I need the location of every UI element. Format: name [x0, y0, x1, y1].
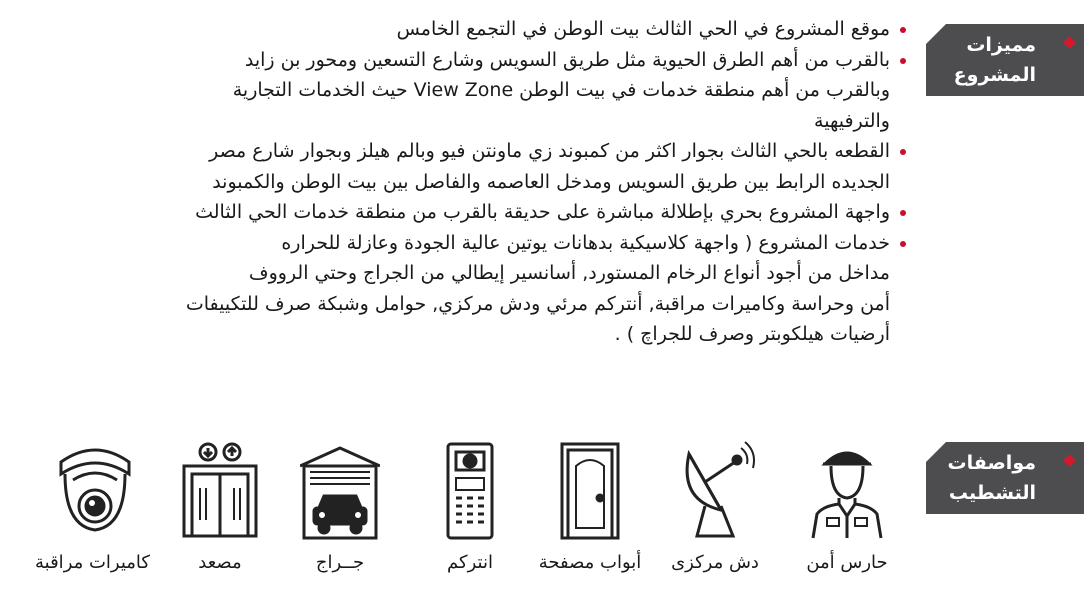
feature-line: وبالقرب من أهم منطقة خدمات في بيت الوطن View Zone حيث الخدمات التجارية: [232, 79, 890, 101]
features-list: [46, 14, 906, 350]
satellite-dish-icon: [675, 440, 755, 540]
bullet-dot: [900, 58, 906, 64]
amenity-intercom: [415, 434, 525, 584]
surveillance-camera-icon: [55, 440, 135, 540]
bullet-dot: [900, 210, 906, 216]
elevator-icon: [180, 440, 260, 540]
amenities-row: [35, 434, 920, 584]
intercom-icon: [430, 440, 510, 540]
amenity-label: كاميرات مراقبة: [35, 552, 150, 573]
finishing-title-line-2: التشطيب: [948, 482, 1036, 504]
tab-accent-mark: [1063, 36, 1076, 49]
amenity-label: حارس أمن: [806, 552, 888, 573]
amenity-security-guard: [792, 434, 902, 584]
feature-item: [46, 197, 906, 228]
feature-line: بالقرب من أهم الطرق الحيوية مثل طريق السويس وشارع التسعين ومحور بن زايد: [244, 48, 890, 71]
feature-line: القطعه بالحي الثالث بجوار اكثر من كمبوند زي ماونتن فيو وبالم هيلز وبجوار شارع مصر: [209, 140, 890, 162]
bullet-dot: [900, 149, 906, 155]
feature-item: [46, 228, 906, 350]
amenity-label: أبواب مصفحة: [538, 552, 642, 573]
feature-line: أرضيات هيلكوبتر وصرف للجراچ ) .: [614, 323, 890, 345]
feature-line: موقع المشروع في الحي الثالث بيت الوطن في التجمع الخامس: [396, 18, 890, 40]
feature-line: والترفيهية: [814, 109, 890, 132]
features-title-line-2: المشروع: [953, 64, 1036, 86]
armored-door-icon: [550, 440, 630, 540]
bullet-dot: [900, 27, 906, 33]
amenity-surveillance: [35, 434, 150, 584]
feature-item: [46, 14, 906, 45]
security-guard-icon: [807, 440, 887, 540]
amenity-armored-door: [535, 434, 645, 584]
features-section-tab: [926, 24, 1084, 96]
amenity-satellite: [660, 434, 770, 584]
feature-line: أمن وحراسة وكاميرات مراقبة, أنتركم مرئي ودش مركزي, حوامل وشبكة صرف للتكييفات: [185, 292, 890, 315]
tab-accent-mark: [1063, 454, 1076, 467]
finishing-title-line-1: مواصفات: [947, 452, 1036, 474]
amenity-label: مصعد: [198, 552, 242, 573]
feature-line: واجهة المشروع بحري بإطلالة مباشرة على حديقة بالقرب من منطقة خدمات الحي الثالث: [195, 201, 890, 223]
features-title-line-1: مميزات: [966, 34, 1036, 56]
garage-icon: [300, 440, 380, 540]
tab-corner-cut: [926, 442, 946, 462]
feature-line: خدمات المشروع ( واجهة كلاسيكية بدهانات يوتين عالية الجودة وعازلة للحراره: [281, 231, 890, 254]
amenity-label: جــراج: [315, 552, 365, 573]
amenity-garage: [285, 434, 395, 584]
feature-line: الجديده الرابط بين طريق السويس ومدخل العاصمه والفاصل بين بيت الوطن والكمبوند: [212, 170, 890, 193]
feature-item: [46, 45, 906, 137]
bullet-dot: [900, 241, 906, 247]
amenity-label: انتركم: [447, 552, 493, 573]
feature-item: [46, 136, 906, 197]
amenity-label: دش مركزى: [671, 552, 759, 573]
finishing-section-tab: [926, 442, 1084, 514]
tab-corner-cut: [926, 24, 946, 44]
amenity-elevator: [165, 434, 275, 584]
feature-line: مداخل من أجود أنواع الرخام المستورد, أسانسير إيطالي من الجراج وحتي الرووف: [248, 262, 890, 284]
